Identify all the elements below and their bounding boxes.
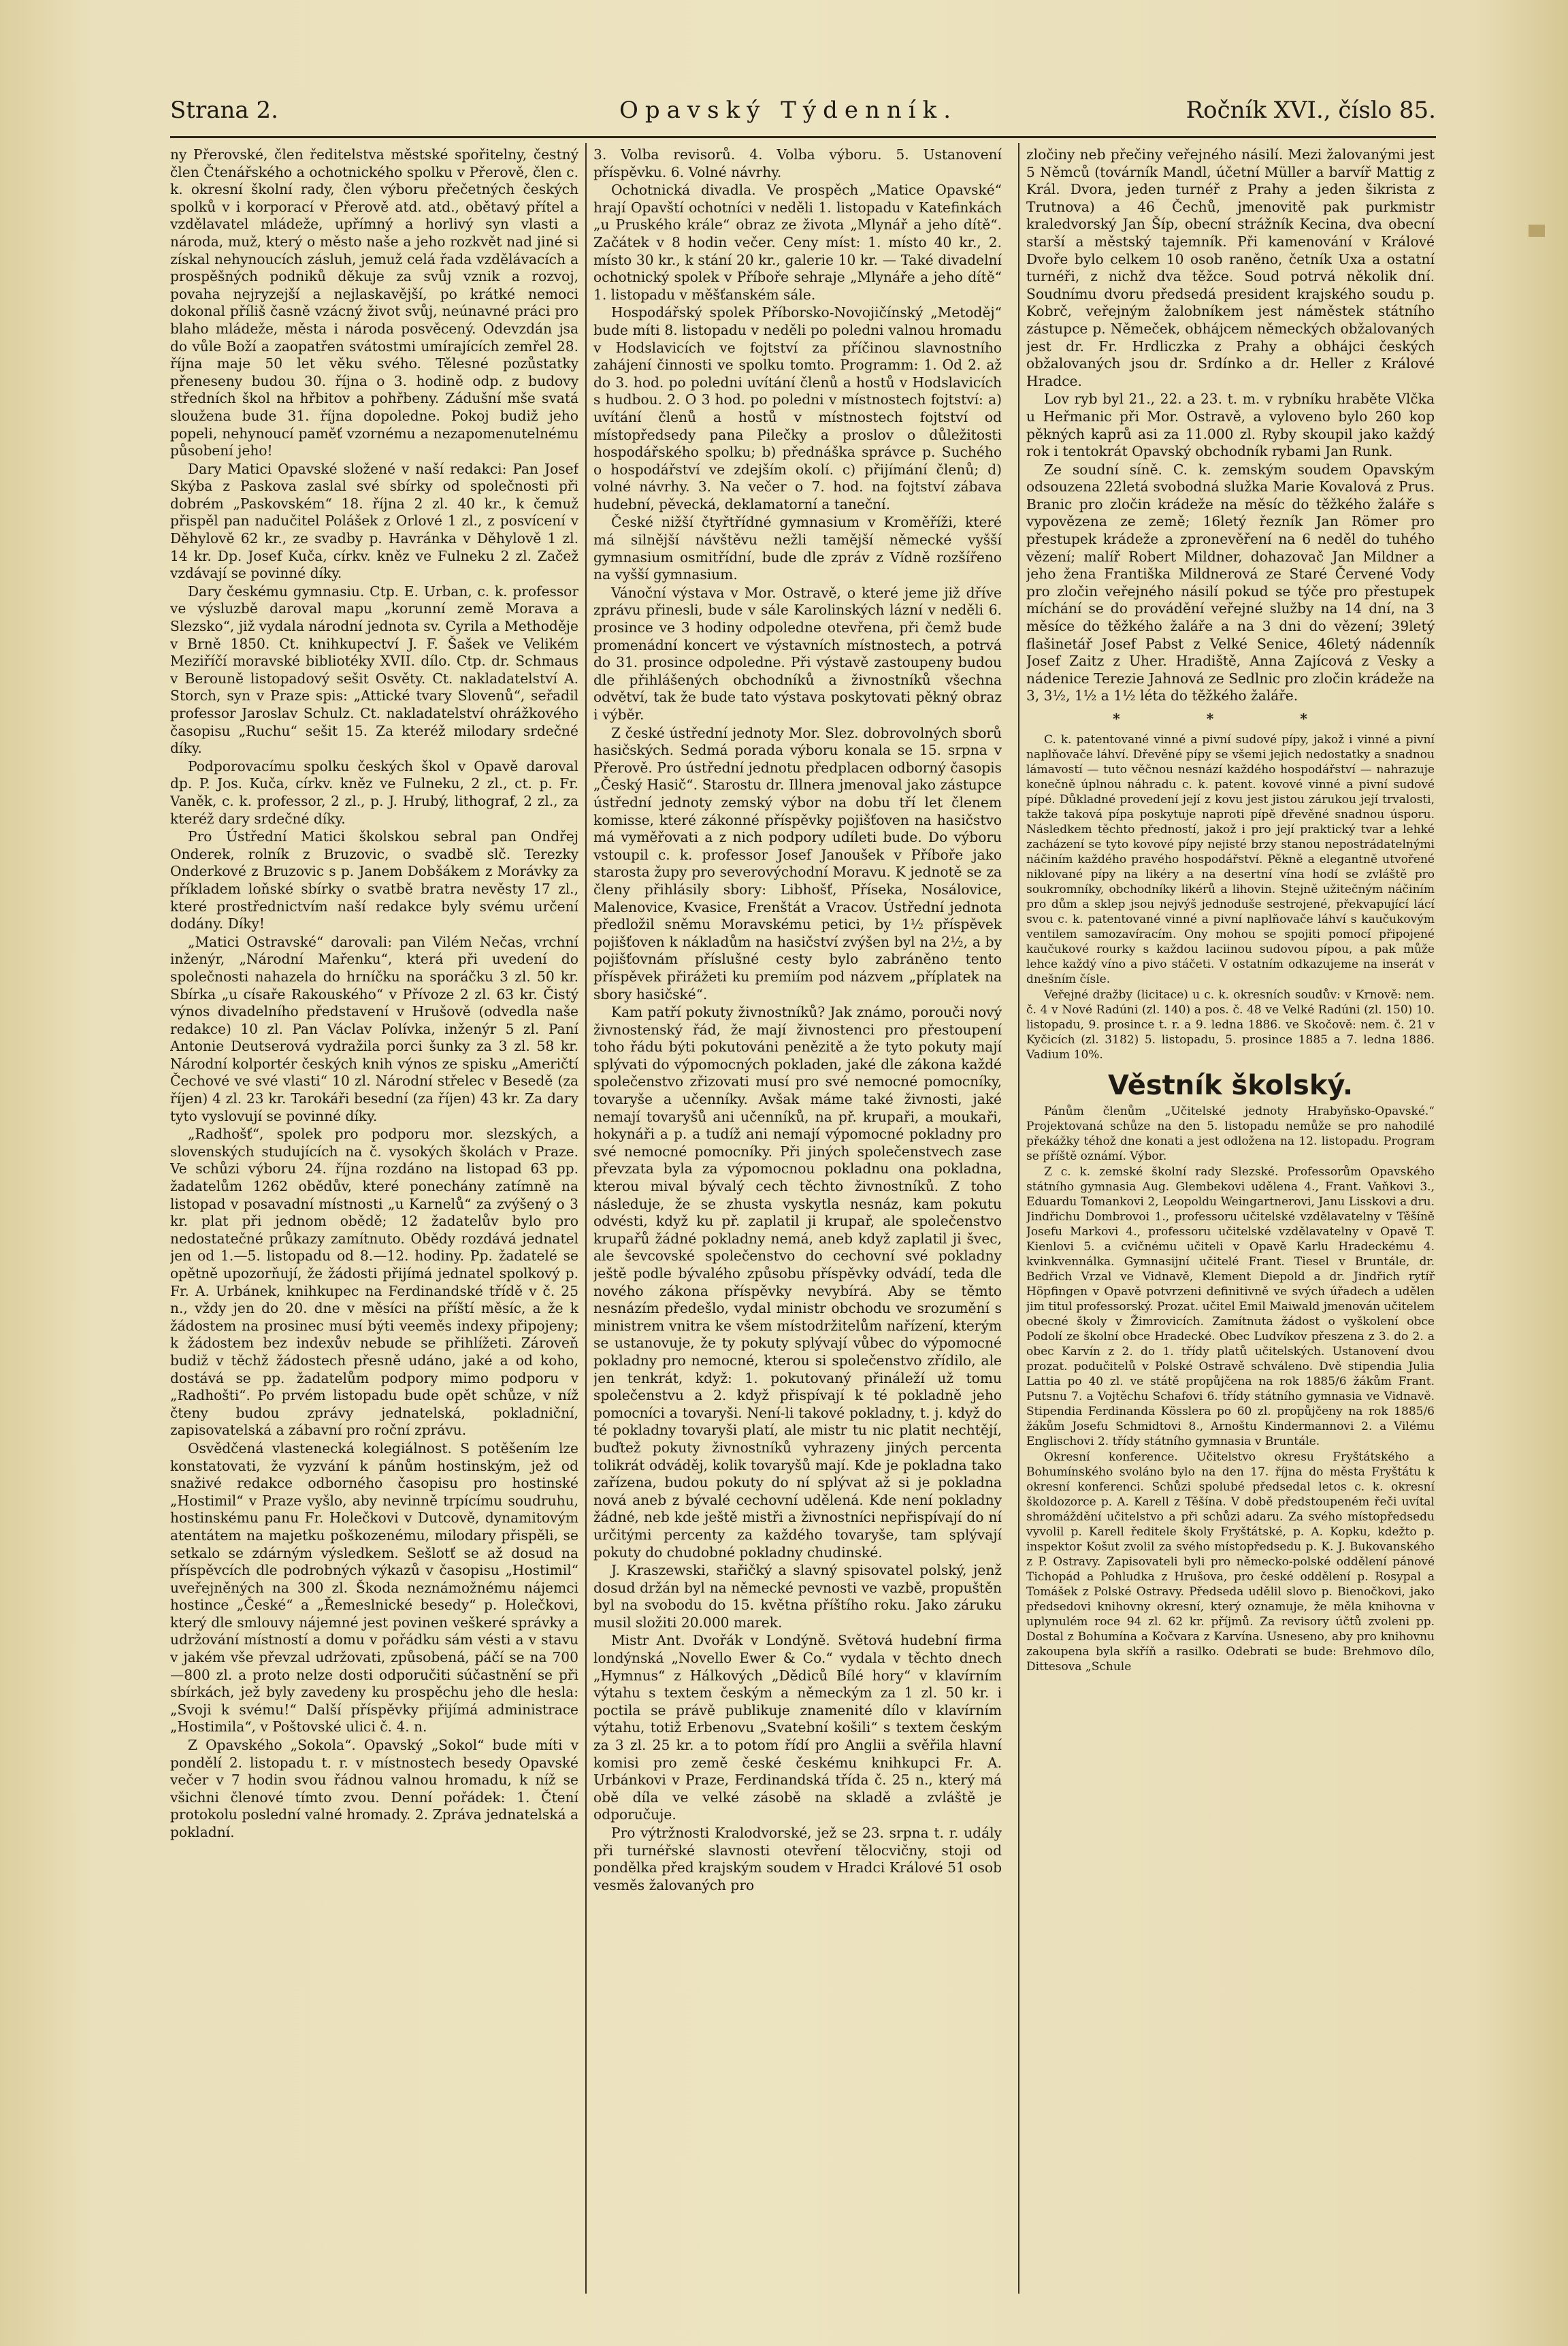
article-kraszewski: J. Kraszewski, stařičký a slavný spisovatel polský, jenž dosud držán byl na německé pevnosti ve vazbě, propuštěn byl na svobodu do 15. května příštího roku. Jako záruku musil složiti 20.000 marek. xyxy=(593,1562,1002,1631)
article-hospodarsky-spolek: Hospodářský spolek Příborsko-Novojičínský „Metoděj“ bude míti 8. listopadu v neděli po poledni valnou hromadu v Hodslavicích ve fojtství za příčinou slavnostního zahájení činnosti ve spolku tomto. Programm: 1. Od 2. až do 3. hod. po poledni uvítání členů a hostů v Hodslavicích s hudbou. 2. O 3 hod. po poledni v místnostech fojtství: a) uvítání členů a hostů v místnostech fojtství od místopředsedy pana Pilečky a proslov o důležitosti hospodářského spolku; b) přednáška správce p. Suchého o hospodářství ve zdejším okolí. c) přijímání členů; d) volné návrhy. 3. Na večer o 7. hod. na fojtství zábava hudební, pěvecká, deklamatorní a taneční. xyxy=(593,304,1002,512)
column-separator xyxy=(1018,143,1019,2294)
article-soudni-sin: Ze soudní síně. C. k. zemským soudem Opavským odsouzena 22letá svobodná služka Marie Kovalová z Prus. Branic pro zločin krádeže na měsíc do těžkého žaláře s vypovězena ze země; 16letý řezník Jan Römer pro přestupek krádeže a zpronevěření na 6 neděl do tuhého vězení; malíř Robert Mildner, dohazovač Jan Mildner a jeho žena Františka Mildnerová ze Staré Červené Vody pro zločin veřejného násilí pokud se týče pro přestupek míchání se do provádění veřejné služby na 14 dní, na 3 měsíce do těžkého žaláře a na 3 dni do vězení; 39letý flašinetář Josef Pabst z Velké Senice, 46letý nádenník Josef Zaitz z Uher. Hradiště, Anna Zajícová z Vesky a nádenice Terezie Jahnová ze Sedlnic pro zločin krádeže na 3, 3½, 1½ a 1½ léta do těžkého žaláře. xyxy=(1026,461,1435,704)
section-divider-stars: * * * xyxy=(1113,711,1348,727)
article-lov-ryb: Lov ryb byl 21., 22. a 23. t. m. v rybníku hraběte Vlčka u Heřmanic při Mor. Ostravě, a vyloveno bylo 260 kop pěkných kaprů asi za 11.000 zl. Ryby skoupil jako každý rok i tentokrát Opavský obchodník rybami Jan Runk. xyxy=(1026,391,1435,460)
article-kralodvorske-cont: zločiny neb přečiny veřejného násilí. Mezi žalovanými jest 5 Němců (továrník Mandl, účetní Müller a barvíř Mattig z Král. Dvora, jeden turnéř z Prahy a jeden šikrista z Trutnova) a 46 Čechů, jmenovitě pak purkmistr kraledvorský Jan Šíp, obecní strážník Kecina, dva obecní starší a městský tajemník. Při kamenování v Králové Dvoře bylo celkem 10 osob raněno, četník Uxa a ostatní turnéři, z nichž dva těžce. Soud potrvá několik dní. Soudnímu dvoru předsedá president krajského soudu p. Kobrč, veřejným žalobníkem jest náměstek státního zástupce p. Němeček, obhájcem německých obžalovaných jest dr. Fr. Hrdliczka z Prahy a obhájci českých obžalovaných jsou dr. Srdínko a dr. Heller z Králové Hradce. xyxy=(1026,146,1435,389)
article-kralodvorske: Pro výtržnosti Kralodvorské, jež se 23. srpna t. r. udály při turnéřské slavnosti otevření tělocvičny, stoji od pondělka před krajským soudem v Hradci Králové 51 osob vesměs žalovaných pro xyxy=(593,1825,1002,1893)
article-pokuty: Kam patří pokuty živnostníků? Jak známo, porouči nový živnostenský řád, že mají živnostenci pro přestoupení toho řádu býti pokutováni penězitě a že tyto pokuty mají splývati do výpomocných pokladen, jaké dle zákona každé společenstvo zřizovati musí pro své nemocné pomocníky, tovaryše a učenníky. Avšak máme také živnosti, jaké nemají tovaryšů ani učenníků, na př. krupaři, a moukaři, hokynáři a p. a tudíž ani nemají výpomocné pokladny pro své nemocné pomocníky. Při jiných společenstvech zase převzata byla za výpomocnou pokladnu ona pokladna, kterou mival bývalý cech těchto živnostníků. Z toho následuje, že se zhusta vyskytla nesnáz, kam pokutu odvésti, když ku př. zaplatil ji krupař, ale společenstvo krupařů žádné pokladny nemá, aneb když zaplatil ji švec, ale ševcovské společenstvo do cechovní své pokladny ještě podle bývalého způsobu příspěvky odvádí, teda dle nového zákona příspěvky nevybírá. Aby se těmto nesnázím předešlo, vydal ministr obchodu ve srozumění s ministrem vnitra ke všem místodržitelům nařízení, kterým se ustanovuje, že ty pokuty splývají vůbec do výpomocné pokladny pro nemocné, kterou si společenstvo zřídilo, ale jen tenkrát, když: 1. pokutovaný přináleží už tomu společenstvu a 2. když přispívají k té pokladně jeho pomocníci a tovaryši. Není-li takové pokladny, t. j. když do té pokladny tovaryši platí, ale mistr tu nic platit nechtějí, buďtež pokuty živnostníků vyhrazeny jiných percenta tolikrát odváděj, kolik tovaryšů mají. Kde je pokladna tako zařízena, budou pokuty do ní splývat až si je pokladna nová aneb z bývalé cechovní udělená. Kde není pokladny žádné, neb kde ještě mistři a živnostníci nepřispívají do ní určitými percenty za každého tovaryše, tam splývají pokuty do chudobné pokladny chudinské. xyxy=(593,1004,1002,1561)
article-sokol-cont: 3. Volba revisorů. 4. Volba výboru. 5. Ustanovení příspěvku. 6. Volné návrhy. xyxy=(593,146,1002,180)
column-separator xyxy=(585,143,587,2294)
article-hasici: Z české ústřední jednoty Mor. Slez. dobrovolných sborů hasičských. Sedmá porada výboru konala se 15. srpna v Přerově. Pro ústřední jednotu předplacen odborný časopis „Český Hasič“. Starostu dr. Illnera jmenoval jako zástupce ústřední jednoty zemský výbor na dobu tří let členem komisse, které zákonné příspěvky pojišťoven na hasičstvo má vyměřovati a z nich podpory udíleti bude. Do výboru vstoupil c. k. professor Josef Janoušek v Příboře jako starosta župy pro severovýchodní Moravu. K jednotě se za členy přihlásily sbory: Libhošť, Příseka, Nosálovice, Malenovice, Kvasice, Frenštát a Vracov. Ústřední jednota předložil sněmu Moravskému petici, by 1½ příspěvek pojišťoven k nákladům na hasičství zvýšen byl na 2½, a by pojišťovnám příslušné cesty bylo zabráněno tento příspěvek přirážeti ku premiím pod názvem „příplatek na sbory hasičské“. xyxy=(593,724,1002,1003)
article-kolegialnost: Osvědčená vlastenecká kolegiálnost. S potěšením lze konstatovati, že vyzvání k pánům hostinským, jež od snaživé redakce odborného časopisu pro hostinské „Hostimil“ v Praze vyšlo, aby nevinně trpícímu soudruhu, hostinskému panu Fr. Holečkovi v Dutcově, dynamitovým atentátem na majetku poškozenému, milodary přispěli, se setkalo se zdárným výsledkem. Sešlotť se až dosud na příspěvcích dle podrobných výkazů v časopisu „Hostimil“ uveřejněných na 300 zl. Škoda neznámožnému nájemci hostince „České“ a „Řemeslnické besedy“ p. Holečkovi, který dle smlouvy nájemné jest povinen veškeré správky a udržování místností a domu v pořádku sám vésti a v stavu v jakém vše převzal udržovati, způsobená, páčí se na 700—800 zl. a proto nelze dosti odporučiti súčastnění se při sbírkách, jež byly zavedeny ku prospěchu jeho dle hesla: „Svoji k svému!“ Další příspěvky přijímá administrace „Hostimila“, v Poštovské ulici č. 4. n. xyxy=(170,1439,578,1736)
column-2 xyxy=(593,146,1002,2283)
page-header xyxy=(170,90,1436,137)
article-ochotnicka-divadla: Ochotnická divadla. Ve prospěch „Matice Opavské“ hrají Opavští ochotníci v neděli 1. listopadu v Katefinkách „u Pruského krále“ obraz ze života „Mlynář a jeho dítě“. Začátek v 8 hodin večer. Ceny míst: 1. místo 40 kr., 2. místo 30 kr., k stání 20 kr., galerie 10 kr. — Také divadelní ochotnický spolek v Příboře sehraje „Mlynáře a jeho dítě“ 1. listopadu v měšťanském sále. xyxy=(593,182,1002,303)
article-vanocni-vystava: Vánoční výstava v Mor. Ostravě, o které jeme již dříve zprávu přinesli, bude v sále Karolinských lázní v neděli 6. prosince ve 3 hodiny odpoledne otevřena, při čemž bude promenádní koncert ve výstavních místnostech, a potrvá do 31. prosince odpoledne. Při výstavě zastoupeny budou dle přihlášených obchodníků a živnostníků všechna odvětví, tak že bude tato výstava poskytovati pěkný obraz i výběr. xyxy=(593,584,1002,723)
article-dvorak: Mistr Ant. Dvořák v Londýně. Světová hudební firma londýnská „Novello Ewer & Co.“ vydala v těchto dnech „Hymnus“ z Hálkových „Dědiců Bílé hory“ v klavírním výtahu s textem českým a německým za 1 zl. 50 kr. i poctila se právě publikuje znamenité dílo v klavírním výtahu, totiž Erbenovu „Svatební košili“ s textem českým za 3 zl. 25 kr. a to potom řídí pro Anglii a svěřila hlavní komisi pro země české českému knihkupci Fr. A. Urbánkovi v Praze, Ferdinandská třída č. 25 n., který má obě díla ve velké zásobě na skladě a zvláště je odporučuje. xyxy=(593,1632,1002,1823)
article-radhost: „Radhošť“, spolek pro podporu mor. slezských, a slovenských studujících na č. vysokých školách v Praze. Ve schůzi výboru 24. října rozdáno na listopad 63 pp. žadatelům 1262 obědův, které ponechány zatímně na listopad v posavadní místnosti „u Karnelů“ za zvýšený o 3 kr. plat při jednom obědě; 12 žadatelův bylo pro nedostatečné průkazy zamítnuto. Obědy rozdává jednatel jen od 1.—5. listopadu od 8.—12. hodiny. Pp. žadatelé se opětně upozorňují, že žádosti přijímá jednatel spolkový p. Fr. A. Urbánek, knihkupec na Ferdinandské třídě v č. 25 n., vždy jen do 20. dne v měsíci na příští měsíc, a že k žádostem na prosinec musí býti veeměs indexy připojeny; k žádostem bez indexův nebude se přihlížeti. Zároveň budiž v těchž žádostech přesně udáno, jaké a od koho, dostává se pp. žadatelům podpory mimo podporu v „Radhošti“. Po prvém listopadu bude opět schůze, v níž čteny budou zprávy jednatelská, pokladniční, zapisovatelská a zábavní pro roční zprávu. xyxy=(170,1126,578,1439)
article-sokol: Z Opavského „Sokola“. Opavský „Sokol“ bude míti v pondělí 2. listopadu t. r. v místnostech besedy Opavské večer v 7 hodin svou řádnou valnou hromadu, k níž se všichni členové tímto zvou. Denní pořádek: 1. Čtení protokolu poslední valné hromady. 2. Zpráva jednatelská a pokladní. xyxy=(170,1737,578,1840)
article-ucitelska-jednota: Pánům členům „Učitelské jednoty Hrabyňsko-Opavské.“ Projektovaná schůze na den 5. listopadu nemůže se pro nahodilé překážky téhož dne konati a jest odložena na 12. listopadu. Program se příště oznámí. Výbor. xyxy=(1026,1105,1435,1164)
article-pipy: C. k. patentované vinné a pivní sudové pípy, jakož i vinné a pivní naplňovače láhví. Dřevěné pípy se všemi jejich nedostatky a snadnou lámavostí — tuto věčnou nesnází každého hospodářství — nahrazuje konečně úplnou náhradu c. k. patent. kovové vinné a pivní sudové pípé. Důkladné provedení její z kovu jest jistou zárukou její trvalosti, takže taková pípa poskytuje naproti pípě dřevěné snadnou úsporu. Následkem těchto předností, jakož i pro její praktický tvar a lehké zacházení se tyto kovové pípy nejisté brzy stanou nepostrádatelnými náčiním každého pravého hospodářství. Pěkně a elegantně utvořené niklované pípy na likéry a na desertní vína hodí se zvláště pro soukromníky, obchodníky likérů a lihovin. Stejně užitečným náčiním pro dům a sklep jsou nejvýš jednoduše sestrojené, překvapující lácí svou c. k. patentované vinné a pivní naplňovače láhví s kaučukovým ventilem samozavíracím. Ony mohou se spojiti pomocí připojené kaučukové rourky s každou laciinou sudovou pípou, a pak může lehce každý víno a pivo stáčeti. V ostatním odkazujeme na inserát v dnešním čísle. xyxy=(1026,732,1435,986)
newspaper-title: Opavský Týdenník. xyxy=(619,97,958,124)
article-ustredni-matice: Pro Ústřední Matici školskou sebral pan Ondřej Onderek, rolník z Bruzovic, o svadbě slč. Terezky Onderkové z Bruzovic s p. Janem Dobšákem z Morávky za příkladem loňské sbírky o svatbě bratra nevěsty 17 zl., které prostřednictvím naší redakce byly svému určení dodány. Díky! xyxy=(170,828,578,932)
article-podporovaci-spolek: Podporovacímu spolku českých škol v Opavě daroval dp. P. Jos. Kuča, církv. kněz ve Fulneku, 2 zl., ct. p. Fr. Vaněk, c. k. professor, 2 zl., p. J. Hrubý, lithograf, 2 zl., za kteréž dary srdečné díky. xyxy=(170,757,578,827)
article-dary-matici: Dary Matici Opavské složené v naší redakci: Pan Josef Skýba z Paskova zaslal své sbírky od společnosti při dobrém „Paskovském“ 18. října 2 zl. 40 kr., k čemuž přispěl pan nadučitel Polášek z Orlové 1 zl., z posvícení v Děhylově 62 kr., ze svadby p. Havránka v Děhylově 1 zl. 14 kr. Dp. Josef Kuča, církv. kněz ve Fulneku 2 zl. Začež vzdávají se povinné díky. xyxy=(170,460,578,582)
column-1 xyxy=(170,146,578,2283)
section-heading-vestnik: Věstník školský. xyxy=(1107,1069,1354,1101)
article-drazby: Veřejné dražby (licitace) u c. k. okresních soudův: v Krnově: nem. č. 4 v Nové Radúni (zl. 140) a pos. č. 48 ve Velké Radúni (zl. 150) 10. listopadu, 9. prosince t. r. a 9. ledna 1886. ve Skočově: nem. č. 21 v Kyčicích (zl. 3182) 5. listopadu, 5. prosince 1885 a 7. ledna 1886. Vadium 10%. xyxy=(1026,988,1435,1062)
page-edge-mark xyxy=(1529,225,1545,237)
issue-number: Ročník XVI., číslo 85. xyxy=(1186,97,1436,124)
article-obituary: ny Přerovské, člen ředitelstva městské spořitelny, čestný člen Čtenářského a ochotnického spolku v Přerově, člen c. k. okresní školní rady, člen výboru přečetných českých spolků v i korporací v Přerově atd. atd., obětavý přítel a vzdělavatel mládeže, upřímný a horlivý syn vlasti a národa, muž, který o město naše a jeho rozkvět nad jiné si získal nehynoucích zásluh, jemuž celá řada vzdělávacích a prospěšných podniků děkuje za svůj vznik a rozvoj, povaha nejryzejší a nejlaskavější, po krátké nemoci dokonal příliš časně vzácný život svůj, neúnavné práci pro blaho mládeže, města i národa posvěcený. Odevzdán jsa do vůle Boží a zaopatřen svátostmi umírajících zemřel 28. října maje 50 let věku svého. Tělesné pozůstatky přeneseny budou 30. října o 3. hodině odp. z budovy středních škol na hřbitov a pohřbeny. Zádušní mše svatá sloužena bude 31. října dopoledne. Pokoj budiž jeho popeli, nehynoucí paměť vzornému a nezapomenutelnému působení jeho! xyxy=(170,146,578,459)
article-matice-ostravska: „Matici Ostravské“ darovali: pan Vilém Nečas, vrchní inženýr, „Národní Mařenku“, která při uvedení do společnosti nahazela do hrníčku na sporáčku 3 zl. 50 kr. Sbírka „u císaře Rakouského“ v Přívoze 2 zl. 63 kr. Čistý výnos divadelního představení v Hrušově (odvedla naše redakce) 10 zl. Pan Václav Polívka, inženýr 5 zl. Paní Antonie Deutserová vydražila porci šunky za 3 zl. 58 kr. Národní kolportér českých knih výnos ze spisku „Američtí Čechové ve své vlasti“ 10 zl. Národní střelec v Besedě (za říjen) 4 zl. 23 kr. Tarokáři besední (za říjen) 43 kr. Za dary tyto vyslovují se povinné díky. xyxy=(170,933,578,1124)
header-rule xyxy=(170,136,1436,138)
article-gymnasium-kromeriz: České nižší čtyřtřídné gymnasium v Kroměříži, které má silnější návštěvu nežli tamější německé vyšší gymnasium osmitřídní, bude dle zpráv z Vídně rozšířeno na vyšší gymnasium. xyxy=(593,514,1002,583)
article-dary-gymnasiu: Dary českému gymnasiu. Ctp. E. Urban, c. k. professor ve výsluzbě daroval mapu „korunní země Morava a Slezsko“, již vydala národní jednota sv. Cyrila a Methoděje v Brně 1850. Ct. knihkupectví J. F. Šašek ve Velikém Meziříčí moravské bibliotéky XVII. dílo. Ctp. dr. Schmaus v Berouně listopadový sešit Osvěty. Ct. nakladatelství A. Storch, syn v Praze spis: „Attické tvary Slovenů“, seřadil professor Jaroslav Schulz. Ct. nakladatelství ohrážkového časopisu „Ruchu“ sešit 15. Za kteréž milodary srdečné díky. xyxy=(170,583,578,757)
article-skolni-rada: Z c. k. zemské školní rady Slezské. Professorům Opavského státního gymnasia Aug. Glembekovi udělena 4., Frant. Vaňkovi 3., Eduardu Tomankovi 2, Leopoldu Weingartnerovi, Janu Lisskovi a dru. Jindřichu Dombrovoi 1., professoru učitelské vzdělavatelny v Těšíně Josefu Markovi 4., professoru učitelské vzdělavatelny v Opavě T. Kienlovi 5. a cvičnému učiteli v Opavě Karlu Hradeckému 4. kvinkvennálka. Gymnasijní učitelé Frant. Tiesel v Bruntále, dr. Bedřich Vrzal ve Vidnavě, Klement Diepold a dr. Jindřich rytíř Höpfingen v Opavě potvrzeni definitivně ve svých úřadech a udělen jim titul professorský. Prozat. učitel Emil Maiwald jmenován učitelem obecné školy v Žimrovicích. Zamítnuta žádost o vyškolení obce Podolí ze školní obce Hradecké. Obec Ludvíkov přeszena z 3. do 2. a obec Karvín z 2. do 1. třídy platů učitelských. Ustanovení dvou prozat. podučitelů v Polské Ostravě schváleno. Dvě stipendia Julia Lattia po 40 zl. ve státě propůjčena na rok 1885/6 žákům Frant. Putsnu 7. a Vojtěchu Schafovi 6. třídy státního gymnasia ve Vidnavě. Stipendia Ferdinanda Kösslera po 60 zl. propůjčeny na rok 1885/6 žákům Josefu Schmidtovi 8., Arnoštu Kindermannovi 2. a Vilému Englischovi 2. třídy státního gymnasia v Bruntále. xyxy=(1026,1165,1435,1449)
page-number: Strana 2. xyxy=(170,97,278,124)
column-3 xyxy=(1026,146,1435,2283)
article-konference: Okresní konference. Učitelstvo okresu Fryštátského a Bohumínského svoláno bylo na den 17. října do města Fryštátu k okresní konferenci. Schůzi spolubé předsedal letos c. k. okresní školdozorce p. A. Karell z Těšína. V době předstoupeném řeči uvítal shromáždění učitelstvo a při schůzi adaru. Za svého místopředsedu vyvolil p. Karell ředitele školy Fryštátské, p. A. Kopku, kdežto p. inspektor Košut zvolil za svého místopředsedu p. K. J. Bukovanského z P. Ostravy. Zapisovateli byli pro německo-polské oddělení pánové Tichopád a Pohludka z Hrušova, pro české oddělení p. Rosypal a Tomášek z Polské Ostravy. Předseda udělil slovo p. Bienočkovi, jako předsedovi knihovny okresní, který oznamuje, že měla knihovna v uplynulém roce 94 zl. 62 kr. příjmů. Za revisory účtů zvoleni pp. Dostal z Bohumína a Kočvara z Karvína. Usneseno, aby pro knihovnu zakoupena byla skříň a rasilko. Odebrati se bude: Brehmovo dílo, Dittesova „Schule xyxy=(1026,1450,1435,1674)
